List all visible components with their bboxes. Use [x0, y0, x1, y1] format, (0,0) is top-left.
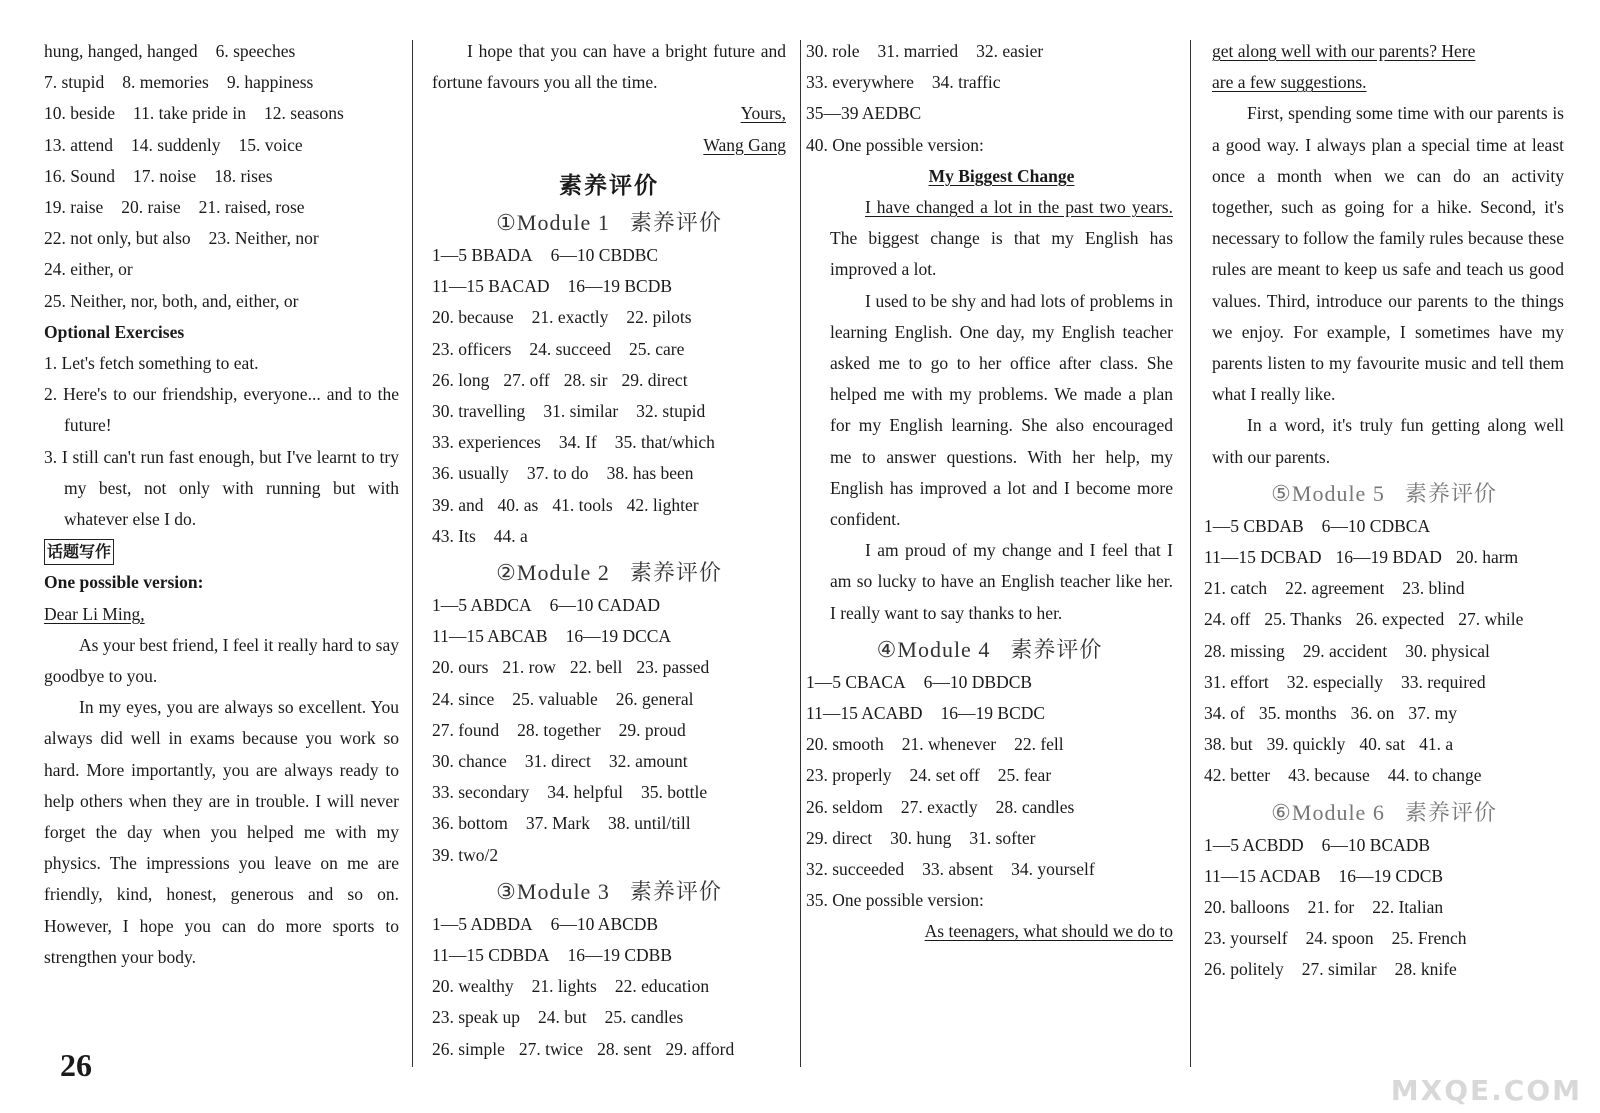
answer-line: 27. found 28. together 29. proud	[432, 719, 686, 740]
column-divider	[412, 40, 413, 1067]
answer-line: 43. Its 44. a	[432, 525, 528, 546]
paragraph: In a word, it's truly fun getting along well with our parents.	[1212, 415, 1564, 467]
column-divider	[800, 40, 801, 1067]
answer-line: 23. speak up 24. but 25. candles	[432, 1007, 684, 1028]
answer-line: 20. balloons 21. for 22. Italian	[1204, 897, 1444, 918]
answer-line: 26. simple 27. twice 28. sent 29. afford	[432, 1038, 735, 1059]
module-title: ④Module 4 素养评价	[876, 636, 1103, 663]
topic-writing-label: 话题写作	[44, 539, 114, 565]
answer-line: 11—15 CDBDA 16—19 CDBB	[432, 945, 673, 966]
answer-line: 25. Neither, nor, both, and, either, or	[44, 290, 299, 311]
answer-line: 1—5 ADBDA 6—10 ABCDB	[432, 913, 659, 934]
answer-line: 11—15 BACAD 16—19 BCDB	[432, 276, 673, 297]
module-title: ①Module 1 素养评价	[496, 210, 722, 237]
answer-line: 33. everywhere 34. traffic	[806, 72, 1001, 93]
essay-title: My Biggest Change	[928, 165, 1075, 186]
answer-line: 35. One possible version:	[806, 890, 984, 911]
answer-line: 29. direct 30. hung 31. softer	[806, 827, 1036, 848]
answer-line: 34. of 35. months 36. on 37. my	[1204, 703, 1457, 724]
answer-line: 26. politely 27. similar 28. knife	[1204, 959, 1457, 980]
column-2	[432, 36, 786, 1065]
answer-line: 38. but 39. quickly 40. sat 41. a	[1204, 734, 1454, 755]
answer-line: 39. and 40. as 41. tools 42. lighter	[432, 494, 699, 515]
paragraph: I hope that you can have a bright future and fortune favours you all the time.	[432, 41, 786, 93]
answer-line: 40. One possible version:	[806, 134, 984, 155]
answer-line: 31. effort 32. especially 33. required	[1204, 671, 1486, 692]
answer-line: 28. missing 29. accident 30. physical	[1204, 640, 1490, 661]
letter-signature: Wang Gang	[703, 134, 786, 155]
answer-line: 30. travelling 31. similar 32. stupid	[432, 401, 706, 422]
answer-line: 36. usually 37. to do 38. has been	[432, 463, 694, 484]
module-title: ⑥Module 6 素养评价	[1271, 799, 1497, 826]
answer-line: 10. beside 11. take pride in 12. seasons	[44, 103, 344, 124]
letter-greeting: Dear Li Ming,	[44, 603, 145, 624]
answer-line: 33. secondary 34. helpful 35. bottle	[432, 782, 708, 803]
answer-line: 11—15 ACDAB 16—19 CDCB	[1204, 865, 1444, 886]
module-title: ⑤Module 5 素养评价	[1271, 480, 1497, 507]
answer-line: 13. attend 14. suddenly 15. voice	[44, 134, 303, 155]
answer-line: 11—15 ACABD 16—19 BCDC	[806, 703, 1046, 724]
answer-line: 11—15 ABCAB 16—19 DCCA	[432, 626, 672, 647]
answer-line: 23. yourself 24. spoon 25. French	[1204, 928, 1467, 949]
answer-line: 24. either, or	[44, 259, 133, 280]
answer-line: 24. since 25. valuable 26. general	[432, 688, 694, 709]
paragraph: I used to be shy and had lots of problems in learning English. One day, my English teacher asked me to go to her office after class. She helped me with my problems. We made a plan for my English learning. She also encouraged me to answer questions. With her help, my English has improved a lot and I become more confident.	[830, 290, 1173, 530]
exercise-item: 2. Here's to our friendship, everyone... and to the future!	[44, 384, 399, 436]
answer-line: 35—39 AEDBC	[806, 103, 922, 124]
answer-line: 32. succeeded 33. absent 34. yourself	[806, 859, 1095, 880]
answer-line: 33. experiences 34. If 35. that/which	[432, 432, 715, 453]
answer-line: 23. officers 24. succeed 25. care	[432, 338, 685, 359]
answer-line: 1—5 ACBDD 6—10 BCADB	[1204, 834, 1431, 855]
paragraph: I have changed a lot in the past two years. The biggest change is that my English has improved a lot.	[830, 197, 1173, 280]
column-4	[1204, 36, 1564, 986]
answer-line: hung, hanged, hanged 6. speeches	[44, 41, 296, 61]
paragraph: I am proud of my change and I feel that I am so lucky to have an English teacher like her. I really want to say thanks to her.	[830, 540, 1173, 623]
page-number: 26	[60, 1047, 92, 1083]
answer-line: 30. chance 31. direct 32. amount	[432, 751, 688, 772]
version-label: One possible version:	[44, 572, 204, 593]
column-1	[44, 36, 399, 973]
module-title: ③Module 3 素养评价	[496, 878, 722, 905]
answer-line: 1—5 CBDAB 6—10 CDBCA	[1204, 515, 1431, 536]
answer-line: 1—5 ABDCA 6—10 CADAD	[432, 595, 661, 616]
answer-line: 39. two/2	[432, 844, 499, 865]
column-3	[806, 36, 1173, 948]
essay-opening: get along well with our parents? Here	[1212, 41, 1476, 61]
answer-line: 20. ours 21. row 22. bell 23. passed	[432, 657, 710, 678]
answer-line: 22. not only, but also 23. Neither, nor	[44, 228, 319, 249]
module-title: ②Module 2 素养评价	[496, 560, 722, 587]
essay-opening: As teenagers, what should we do to	[924, 921, 1173, 942]
paragraph: First, spending some time with our parents is a good way. I always plan a special time at least once a month when we can do an activity together, such as going for a hike. Second, it's necessary to follow the family rules because these rules are meant to keep us safe and teach us good values. Third, introduce our parents to the things we enjoy. For example, I sometimes have my parents listen to my favourite music and tell them what I really like.	[1212, 103, 1564, 405]
essay-opening: are a few suggestions.	[1212, 72, 1367, 93]
answer-line: 7. stupid 8. memories 9. happiness	[44, 72, 314, 93]
answer-line: 42. better 43. because 44. to change	[1204, 765, 1482, 786]
answer-line: 23. properly 24. set off 25. fear	[806, 765, 1052, 786]
watermark: MXQE.COM	[1390, 1074, 1582, 1107]
exercise-item: 1. Let's fetch something to eat.	[44, 353, 259, 374]
answer-line: 20. because 21. exactly 22. pilots	[432, 307, 692, 328]
answer-line: 1—5 BBADA 6—10 CBDBC	[432, 245, 659, 266]
answer-line: 24. off 25. Thanks 26. expected 27. while	[1204, 609, 1524, 630]
answer-line: 16. Sound 17. noise 18. rises	[44, 165, 273, 186]
answer-line: 36. bottom 37. Mark 38. until/till	[432, 813, 691, 834]
section-heading: 素养评价	[559, 172, 659, 199]
column-divider	[1190, 40, 1191, 1067]
answer-line: 26. seldom 27. exactly 28. candles	[806, 796, 1075, 817]
answer-line: 30. role 31. married 32. easier	[806, 41, 1044, 61]
letter-closing: Yours,	[740, 103, 786, 124]
answer-line: 11—15 DCBAD 16—19 BDAD 20. harm	[1204, 547, 1519, 568]
exercise-item: 3. I still can't run fast enough, but I've learnt to try my best, not only with running but with whatever else I do.	[44, 446, 399, 530]
paragraph: In my eyes, you are always so excellent. You always did well in exams because you work so hard. More importantly, you are always ready to help others when they are in trouble. I will never forget the day when you helped me with my physics. The impressions you leave on me are friendly, kind, honest, generous and so on. However, I hope you can do more sports to strengthen your body.	[44, 697, 399, 967]
answer-line: 1—5 CBACA 6—10 DBDCB	[806, 671, 1033, 692]
section-title: Optional Exercises	[44, 321, 185, 342]
paragraph: As your best friend, I feel it really hard to say goodbye to you.	[44, 634, 399, 687]
answer-line: 21. catch 22. agreement 23. blind	[1204, 578, 1465, 599]
answer-line: 26. long 27. off 28. sir 29. direct	[432, 369, 688, 390]
answer-line: 19. raise 20. raise 21. raised, rose	[44, 197, 305, 218]
answer-line: 20. wealthy 21. lights 22. education	[432, 976, 710, 997]
answer-line: 20. smooth 21. whenever 22. fell	[806, 734, 1064, 755]
